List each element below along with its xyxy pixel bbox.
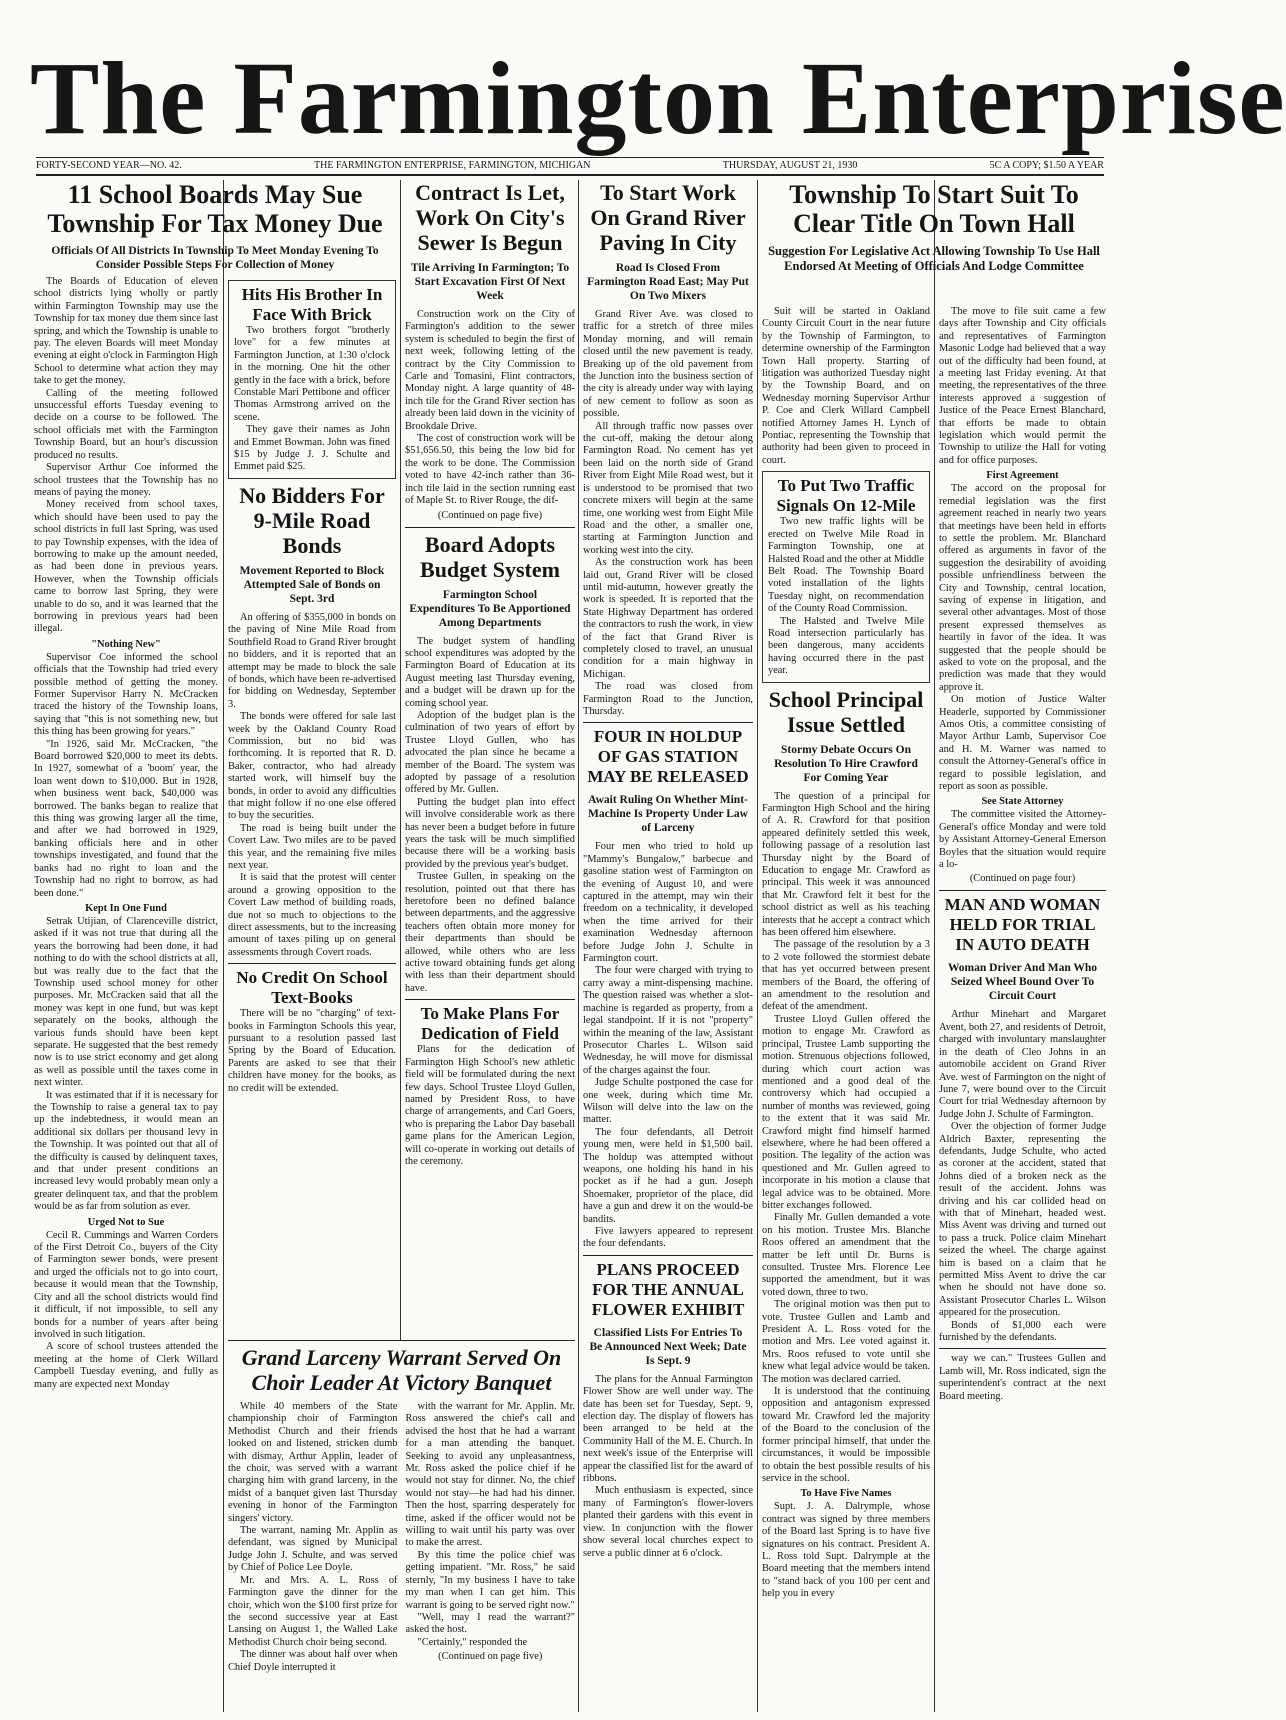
article-paragraph: They gave their names as John and Emmet Bowman. John was fined $15 by Judge J. J. Schulte and Emmet paid $25. — [234, 424, 390, 473]
headline-bonds: No Bidders For 9-Mile Road Bonds — [239, 482, 385, 558]
article-town-hall-header — [762, 180, 1106, 300]
article-paragraph: Grand River Ave. was closed to traffic for a stretch of three miles Monday morning, and will remain closed until the new pavement is ready. Breaking up of the old pavement from the Junction into the business section of the city is already under way with laying of new cement to follow as soon as possible. — [583, 309, 753, 420]
article-paragraph: Four men who tried to hold up "Mammy's Bungalow," barbecue and gasoline station west of Farmington on the evening of August 10, and were captured in the attempt, may win their freedom on a technicality, it developed when the time arrived for their examination Wednesday afternoon before Judge John J. Schulte in Farmington court. — [583, 841, 753, 965]
price: 5C A COPY; $1.50 A YEAR — [989, 160, 1104, 171]
headline-sewer: Contract Is Let, Work On City's Sewer Is Begun — [415, 180, 565, 255]
column-1 — [34, 276, 218, 1712]
continuation-note: (Continued on page four) — [969, 873, 1076, 885]
subhead: First Agreement — [986, 470, 1059, 482]
column-5 — [762, 306, 930, 1712]
article-paragraph: A score of school trustees attended the meeting at the home of Clerk Willard Campbell Tuesday evening, and fully as many are expected next Monday — [34, 1341, 218, 1390]
deck-bonds: Movement Reported to Block Attempted Sale of Bonds on Sept. 3rd — [239, 564, 385, 605]
column-4 — [583, 180, 753, 1712]
article-paragraph: The accord on the proposal for remedial legislation was the first agreement reached in nearly two years that meetings have been held in efforts to settle the problem. Mr. Blanchard offered as arguments in favor of the suggestion the desirability of avoiding possible unfriendliness between the City and Township, central location, saving of expense in litigation, and several other advantages. Most of those present expressed themselves as heartily in favor of the idea. It was suggested that the people should be asked to vote on the proposal, and the prediction was made that they would approve it. — [939, 483, 1106, 693]
column-rule — [934, 180, 935, 1712]
headline-town-hall: Township To Start Suit To Clear Title On Town Hall — [789, 180, 1079, 238]
article-paragraph: Judge Schulte postponed the case for one week, during which time Mr. Wilson will delve into the law on the matter. — [583, 1077, 753, 1126]
article-paragraph: Construction work on the City of Farmington's addition to the sewer system is scheduled to begin the first of next week, following letting of the contract by the City Commission to Carle and Tomasini, Flint contractors, Monday night. A large quantity of 48-inch tile for the Grand River section has already been laid down in the vicinity of Brookdale Drive. — [405, 309, 575, 432]
article-paragraph: "In 1926, said Mr. McCracken, "the Board borrowed $20,000 to meet its debts. In 1927, somewhat of a 'boom' year, the loan went down to $10,000. But in 1928, when business went back, $40,000 was borrowed. The banks began to realize that this thing was growing larger all the time, and after we had borrowed in 1929, banking officials here and in other townships investigated, and found that the banks had no right to loan and the Township had no right to borrow, as had been done." — [34, 738, 218, 899]
continuation-note: (Continued on page five) — [438, 1651, 543, 1663]
subhead: Urged Not to Sue — [87, 1216, 165, 1228]
headline-larceny: Grand Larceny Warrant Served On Choir Leader At Victory Banquet — [241, 1345, 562, 1395]
subhead: To Have Five Names — [800, 1488, 892, 1500]
article-paragraph: The road was closed from Farmington Road to the Junction, Thursday. — [583, 681, 753, 717]
divider — [939, 890, 1106, 891]
brother-box — [228, 280, 396, 479]
larceny-columns — [228, 1401, 575, 1674]
article-paragraph: Two brothers forgot "brotherly love" for a few minutes at Farmington Junction, at 1:30 o'clock in the morning. One hit the other gently in the face with a brick, before Constable Mari Pettibone and officer Thomas Armstrong arrived on the scene. — [234, 325, 390, 423]
article-paragraph: Putting the budget plan into effect will involve considerable work as there has never been a budget before in future years the task will be much simplified because there will be a working basis provided by the previous year's budget. — [405, 796, 575, 870]
headline-credit: No Credit On School Text-Books — [236, 968, 388, 1008]
deck-budget: Farmington School Expenditures To Be Apportioned Among Departments — [409, 588, 571, 629]
article-paragraph: The passage of the resolution by a 3 to 2 vote followed the stormiest debate that has yet occurred between present members of the Board, the offering of an amendment to the resolution and defeat of the amendment. — [762, 939, 930, 1013]
headline-principal: School Principal Issue Settled — [768, 686, 924, 737]
article-paragraph: Adoption of the budget plan is the culmination of two years of effort by Trustee Lloyd Gullen, who has advocated the plan since he became a member of the Board. The system was adopted by passage of a resolution offered by Mr. Gullen. — [405, 709, 575, 796]
publication-place: THE FARMINGTON ENTERPRISE, FARMINGTON, MICHIGAN — [314, 160, 591, 171]
article-paragraph: Supervisor Arthur Coe informed the school trustees that the Township has no means of paying the money. — [34, 462, 218, 498]
article-paragraph: It is understood that the continuing opposition and antagonism expressed toward Mr. Crawford led the majority of the Board to the conclusion of the former principal himself, that under the circumstances, it would be impossible to obtain the best possible results of his service in the school. — [762, 1386, 930, 1484]
column-rule — [757, 180, 758, 1712]
deck-holdup: Await Ruling On Whether Mint-Machine Is Property Under Law of Larceny — [588, 794, 748, 835]
article-school-boards-header — [34, 180, 396, 272]
deck-auto-death: Woman Driver And Man Who Seized Wheel Bound Over To Circuit Court — [947, 962, 1098, 1003]
article-paragraph: The four defendants, all Detroit young men, were held in $1,500 bail. The holdup was attempted without weapons, one holding his hand in his pocket as if he had a gun. Joseph Shoemaker, proprietor of the place, did have a gun and drew it on the would-be bandits. — [583, 1126, 753, 1225]
issue-date: THURSDAY, AUGUST 21, 1930 — [722, 160, 858, 171]
article-paragraph: The road is being built under the Covert Law. Two miles are to be paved this year, and the remaining five miles next year. — [228, 822, 396, 871]
article-paragraph: On motion of Justice Walter Headerle, supported by Commissioner Amos Otis, a committee consisting of Mayor Arthur Lamb, Supervisor Coe and H. M. Warner was named to consult the Attorney-General's office in regard to possible legislation, and report as soon as possible. — [939, 694, 1106, 793]
deck-school-boards: Officials Of All Districts In Township To Meet Monday Evening To Consider Possible Steps For Collection of Money — [51, 245, 379, 271]
divider — [405, 527, 575, 528]
volume-number: FORTY-SECOND YEAR—NO. 42. — [36, 160, 182, 171]
larceny-col-right — [406, 1401, 576, 1674]
headline-holdup: FOUR IN HOLDUP OF GAS STATION MAY BE RELEASED — [587, 727, 749, 787]
article-paragraph: The bonds were offered for sale last week by the Oakland County Road Commission, but no bid was forthcoming. It is reported that R. D. Baker, contractor, who had already started work, will himself buy the bonds, in order to avoid any difficulties that might follow if no one else offered to buy the securities. — [228, 711, 396, 822]
article-paragraph: The warrant, naming Mr. Applin as defendant, was signed by Municipal Judge John J. Schulte, and was served by Chief of Police Lee Doyle. — [228, 1525, 398, 1574]
article-paragraph: Trustee Lloyd Gullen offered the motion to engage Mr. Crawford as principal, Trustee Lamb supporting the motion. Strenuous objections followed, during which court action was mentioned and a good deal of the controversy which had occupied a number of months was reviewed, going to the extent that it was said Mr. Crawford might find himself harmed elsewhere, where he had been offered a position. The legality of the action was questioned and Mr. Gullen agreed to incorporate in his motion a clause that legal advice was to be obtained. More bitter exchanges followed. — [762, 1013, 930, 1211]
column-rule — [578, 180, 579, 1712]
article-paragraph: Supervisor Coe informed the school officials that the Township had tried every possible method of getting the money. Former Supervisor Harry N. McCracken traced the history of the Township loans, saying that "this is not something new, but this thing has been growing for years." — [34, 651, 218, 738]
headline-auto-death: MAN AND WOMAN HELD FOR TRIAL IN AUTO DEATH — [944, 895, 1101, 955]
article-paragraph: Setrak Utijian, of Clarenceville district, asked if it was not true that during all the years the borrowing had been done, it had nothing to do with the school districts at all, but was really due to the fact that the Township used school money for other purposes. Mr. McCracken said that all the money was kept in one fund, but was kept separately on the books, although the various funds should have been kept separate. He suggested that the best remedy now is to use strict economy and get along as well as possible until the taxes come in next winter. — [34, 915, 218, 1089]
article-paragraph: The plans for the Annual Farmington Flower Show are well under way. The date has been set for Tuesday, Sept. 9, election day. The display of flowers has been arranged to be held at the Community Hall of the M. E. Church. In next week's issue of the Enterprise will appear the classified list for the award of ribbons. — [583, 1373, 753, 1485]
column-3 — [405, 180, 575, 1330]
article-paragraph: Finally Mr. Gullen demanded a vote on his motion. Trustee Mrs. Blanche Roos offered an amendment that the matter be left until Dr. Burns is consulted. Trustee Mrs. Florence Lee supported the amendment, but it was voted down, three to two. — [762, 1212, 930, 1298]
continuation-note: (Continued on page five) — [437, 509, 543, 521]
article-paragraph: Two new traffic lights will be erected on Twelve Mile Road in Farmington Township, one at Halsted Road and the other at Middle Belt Road. The Township Board voted installation of the lights Tuesday night, on recommendation of the County Road Commission. — [768, 516, 924, 615]
deck-town-hall: Suggestion For Legislative Act Allowing Township To Use Hall Endorsed At Meeting of Officials And Lodge Committee — [768, 244, 1100, 273]
article-paragraph: way we can." Trustees Gullen and Lamb will, Mr. Ross indicated, sign the superintendent's contract at the next Board meeting. — [939, 1353, 1106, 1402]
headline-budget: Board Adopts Budget System — [420, 531, 560, 582]
article-paragraph: Mr. and Mrs. A. L. Ross of Farmington gave the dinner for the choir, which won the $100 first prize for the second successive year at East Lansing on August 1, the Walled Lake Methodist Church choir being second. — [228, 1574, 398, 1648]
subhead: See State Attorney — [981, 796, 1064, 808]
article-paragraph: Bonds of $1,000 each were furnished by the defendants. — [939, 1319, 1106, 1344]
headline-grand-river: To Start Work On Grand River Paving In City — [590, 180, 746, 255]
divider — [939, 1348, 1106, 1349]
subhead: Kept In One Fund — [85, 902, 167, 914]
article-paragraph: All through traffic now passes over the cut-off, making the detour along Farmington Road. No cement has yet been laid on the north side of Grand River from Eight Mile Road west, but it is understood to be promised that two concrete mixers will begin at the same time, one working west from Eight Mile Road and the other, a smaller one, starting at Farmington Junction and working west into the city. — [583, 420, 753, 556]
article-larceny — [228, 1340, 575, 1713]
deck-sewer: Tile Arriving In Farmington; To Start Excavation First Of Next Week — [410, 262, 570, 302]
article-paragraph: Money received from school taxes, which should have been used to pay the school districts in full last Spring, was used to pay Township expenses, with the idea of borrowing to make up the amount needed, as had been done in previous years. However, when the Township officials came to borrow last Spring, they were unable to do so, and it was learned that the borrowing in previous years had been illegal. — [34, 499, 218, 635]
headline-school-boards: 11 School Boards May Sue Township For Tax Money Due — [47, 180, 383, 238]
article-paragraph: By this time the police chief was getting impatient. "Mr. Ross," he said sternly, "In my business I have to take my man when I can get him. This warrant is going to be served right now." — [405, 1549, 575, 1611]
article-paragraph: As the construction work has been laid out, Grand River will be closed until mid-autumn, however greatly the work is speeded. It is reported that the State Highway Department has ordered the contractors to rush the work, in view of the fact that Grand River is completely closed to travel, an unusual condition for a main highway in Michigan. — [583, 557, 753, 680]
article-paragraph: The committee visited the Attorney-General's office Monday and were told by Assistant Attorney-General Emerson Boyles that the situation would require a lo- — [939, 809, 1106, 871]
article-paragraph: There will be no "charging" of text-books in Farmington Schools this year, pursuant to a resolution passed last Spring by the Board of Education. Parents are asked to see that their children have money for the books, as no credit will be extended. — [228, 1008, 396, 1094]
subhead: "Nothing New" — [91, 638, 161, 650]
article-paragraph: The budget system of handling school expenditures was adopted by the Farmington Board of Education at its August meeting last Thursday evening, and a budget will be drawn up for the coming school year. — [405, 635, 575, 709]
issue-info-bar — [36, 157, 1104, 176]
article-paragraph: Over the objection of former Judge Aldrich Baxter, representing the defendants, Judge Schulte, who acted as coroner at the accident, stated that Johns died of a broken neck as the result of the accident. Johns was driving and his car collided head on with that of Minehart, headed west. Miss Avent was driving and turned out to pass a truck. Police claim Minehart seized the wheel. The charge against him is based on a claim that he permitted Miss Avent to drive the car when he should not have done so. Assistant Prosecutor Charles L. Wilson appeared for the prosecution. — [939, 1121, 1106, 1319]
article-paragraph: The Halsted and Twelve Mile Road intersection particularly has been dangerous, many accidents having occurred there in the past year. — [768, 615, 924, 677]
article-paragraph: Calling of the meeting followed unsuccessful efforts Tuesday evening to decide on a course to be followed. The school officials met with the Farmington Township Board, but an hour's discussion produced no results. — [34, 387, 218, 461]
article-paragraph: Supt. J. A. Dalrymple, whose contract was signed by three members of the Board last Spring is to have five signatures on his contract. President A. L. Ross told Supt. Dalrymple at the Board meeting that the members intend to "stand back of you 100 per cent and help you in every — [762, 1501, 930, 1600]
article-paragraph: It was estimated that if it is necessary for the Township to raise a general tax to pay up the indebtedness, it would mean an additional six dollars per thousand levy in the Township. It was pointed out that all of the difficulty is caused by delinquent taxes, and that under present conditions an increased levy would probably mean only a greater delinquent tax, and that the problem would be as far from solution as ever. — [34, 1089, 218, 1213]
column-6 — [939, 306, 1106, 1712]
article-paragraph: Trustee Gullen, in speaking on the resolution, pointed out that there has heretofore been no defined balance between departments, and the aggressive teachers often obtain more money for their departments than should be allowed, while others who are less active toward obtaining funds get along with less than their department should have. — [405, 871, 575, 994]
article-paragraph: The four were charged with trying to carry away a mint-dispensing machine. The question raised was whether a slot-machine is regarded as property, from a legal standpoint. If it is not "property" within the meaning of the law, Assistant Prosecutor Charles L. Wilson said Wednesday, he will move for dismissal of the charges against the four. — [583, 965, 753, 1076]
divider — [405, 999, 575, 1000]
article-paragraph: "Certainly," responded the — [417, 1636, 528, 1648]
headline-traffic: To Put Two Traffic Signals On 12-Mile — [776, 476, 916, 516]
article-paragraph: with the warrant for Mr. Applin. Mr. Ross answered the chief's call and advised the host that he had a warrant for a man attending the banquet. Seeking to avoid any unpleasantness, Mr. Ross asked the police chief if he would not stay for dinner. No, the chief would not stay—he had had his dinner. Then the host, sparring desperately for time, asked if the officer would not be willing to wait until his party was over to make the arrest. — [405, 1401, 575, 1549]
article-paragraph: Arthur Minehart and Margaret Avent, both 27, and residents of Detroit, charged with involuntary manslaughter in the death of Cleo Johns in an automobile accident on Grand River Ave. west of Farmington on the night of June 7, were bound over to the Circuit Court for trial Wednesday afternoon by Judge John J. Schulte of Farmington. — [939, 1009, 1106, 1120]
article-paragraph: The question of a principal for Farmington High School and the hiring of A. R. Crawford for that position appeared definitely settled this week, following passage of a resolution last Thursday night by the Board of Education to engage Mr. Crawford as principal. This week it was announced that Mr. Crawford felt it best for the school district as well as his teaching interests that he accept a contract which has been offered him elsewhere. — [762, 790, 930, 939]
headline-field: To Make Plans For Dedication of Field — [420, 1004, 560, 1044]
article-paragraph: The cost of construction work will be $51,656.50, this being the low bid for the work to be done. The Commission voted to have 42-inch rather than 36-inch tile laid in the section running east of Maple St. to River Rouge, the dif- — [405, 433, 575, 507]
article-paragraph: The dinner was about half over when Chief Doyle interrupted it — [228, 1649, 398, 1673]
column-rule — [223, 180, 224, 1712]
deck-grand-river: Road Is Closed From Farmington Road East; May Put On Two Mixers — [587, 262, 749, 302]
article-paragraph: Suit will be started in Oakland County Circuit Court in the near future by the Township of Farmington, to determine ownership of the Farmington Town Hall property. Starting of litigation was authorized Tuesday night by the Township Board, and on Wednesday morning Supervisor Arthur P. Coe and Clerk Willard Campbell notified Attorney James H. Lynch of Pontiac, representing the Township that authority had been given to proceed in court. — [762, 306, 930, 466]
article-paragraph: "Well, may I read the warrant?" asked the host. — [405, 1611, 575, 1636]
article-paragraph: While 40 members of the State championship choir of Farmington Methodist Church and their friends looked on and listened, stricken dumb with dismay, Arthur Applin, leader of the choir, was served with a warrant charging him with grand larceny, in the midst of a banquet given last Thursday evening in honor of the Farmington singers' victory. — [228, 1401, 398, 1524]
article-paragraph: It is said that the protest will center around a growing opposition to the Covert Law method of building roads, due not so much to objections to the direct assessments, but to the increasing amount of taxes piling up on general assessments through Covert roads. — [228, 872, 396, 958]
divider — [583, 1255, 753, 1256]
article-paragraph: The move to file suit came a few days after Township and City officials and representatives of Farmington Masonic Lodge had believed that a way out of the difficulty had been found, at a meeting last Friday evening. At that meeting, the representatives of the three interests approved a suggestion of Justice of the Peace Ernest Blanchard, that efforts be made to obtain legislation which would permit the Township to utilize the Hall for voting and for office purposes. — [939, 306, 1106, 466]
article-paragraph: An offering of $355,000 in bonds on the paving of Nine Mile Road from Southfield Road to Grand River brought no bidders, and it is reported that an attempt may be made to block the sale of bonds, which have been re-advertised for bidding on Wednesday, September 3. — [228, 611, 396, 710]
article-paragraph: The original motion was then put to vote. Trustee Gullen and Lamb and President A. L. Ross voted for the motion and Mrs. Lee voted against it. Mrs. Roos refused to vote until she knew what legal advice would be taken. The motion was declared carried. — [762, 1299, 930, 1385]
article-paragraph: Much enthusiasm is expected, since many of Farmington's flower-lovers planted their gardens with this event in view. In conjunction with the flower show several local churches expect to serve a public dinner at 6 o'clock. — [583, 1485, 753, 1559]
article-paragraph: The Boards of Education of eleven school districts lying wholly or partly within Farmington Township may use the Township for tax money due them since last spring, and which the Township is unable to pay. The eleven Boards will meet Monday evening at eight o'clock in Farmington High School to determine what action they may take to get the money. — [34, 276, 218, 387]
headline-brother: Hits His Brother In Face With Brick — [241, 285, 383, 324]
article-paragraph: Cecil R. Cummings and Warren Corders of the First Detroit Co., buyers of the City of Farmington sewer bonds, were present and urged the officials not to go into court, because it would mean that the Township, City and all the school districts would find it difficult, if not impossible, to sell any bonds for a number of years after being involved in such litigation. — [34, 1229, 218, 1340]
divider — [228, 963, 396, 964]
deck-principal: Stormy Debate Occurs On Resolution To Hire Crawford For Coming Year — [774, 743, 918, 784]
headline-flower: PLANS PROCEED FOR THE ANNUAL FLOWER EXHIBIT — [591, 1259, 745, 1319]
deck-flower: Classified Lists For Entries To Be Announced Next Week; Date Is Sept. 9 — [589, 1326, 747, 1367]
masthead-title: The Farmington Enterprise — [30, 41, 1286, 156]
traffic-box — [762, 471, 930, 682]
article-paragraph: Plans for the dedication of Farmington High School's new athletic field will be formulated during the next few days. School Trustee Lloyd Gullen, named by President Ross, to have charge of arrangements, and Carl Goers, who is preparing the Labor Day baseball game plans for the American Legion, will co-operate in working out details of the ceremony. — [405, 1044, 575, 1167]
article-paragraph: Five lawyers appeared to represent the four defendants. — [583, 1226, 753, 1250]
divider — [583, 722, 753, 723]
larceny-col-left — [228, 1401, 398, 1674]
